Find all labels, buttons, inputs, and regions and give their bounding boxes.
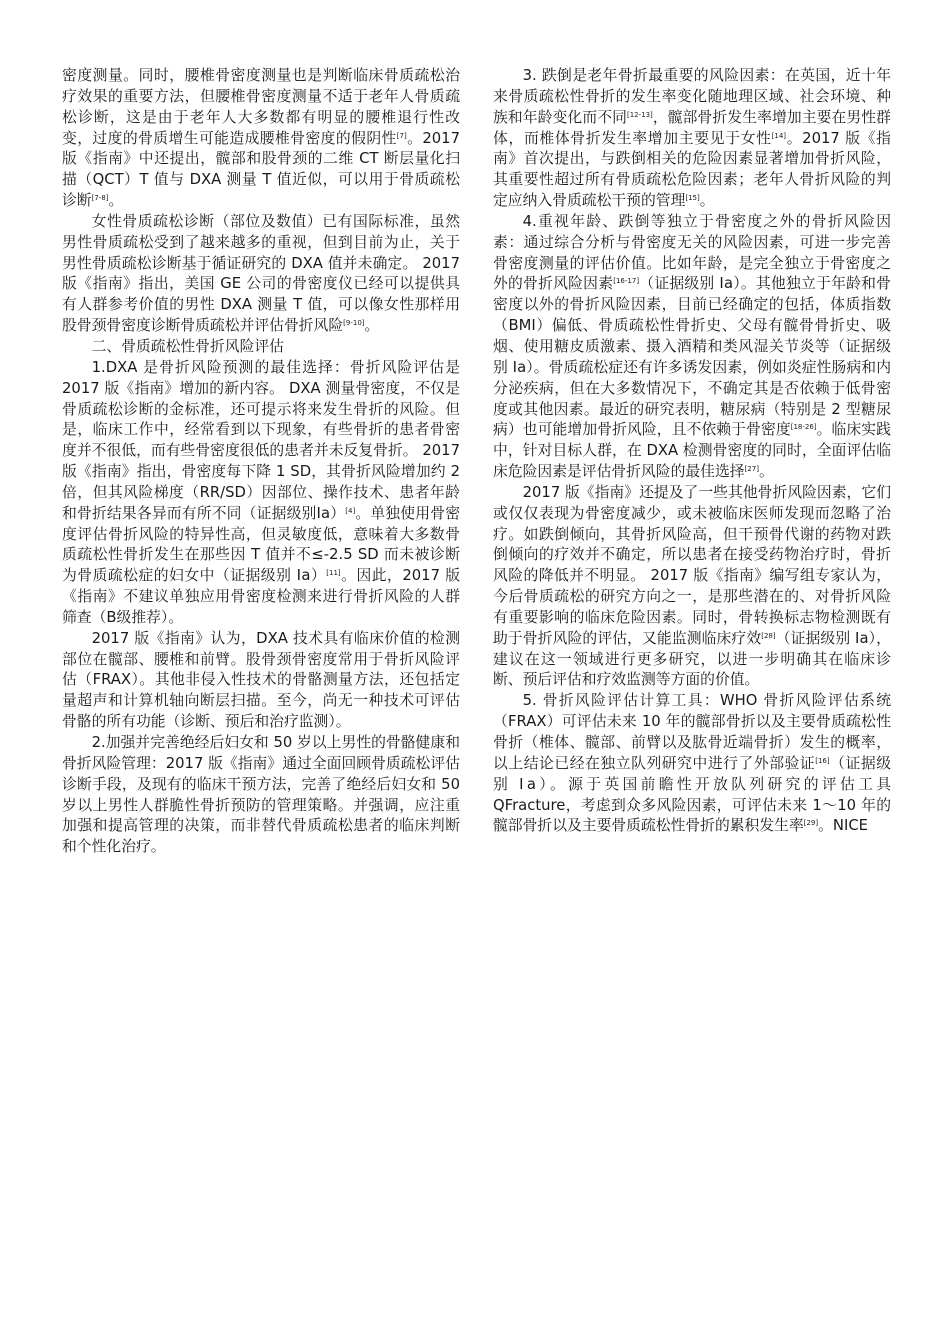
text-run: 2017 版《指南》认为，DXA 技术具有临床价值的检测部位在髋部、腰椎和前臂。股骨颈骨密度常用于骨折风险评估（FRAX）。其他非侵入性技术的骨骼测量方法，还包括定量超声和计算机轴向断层扫描。至今，尚无一种技术可评估骨骼的所有功能（诊断、预后和治疗监测）。: [62, 629, 460, 731]
text-run: 。因此，2017 版《指南》不建议单独应用骨密度检测来进行骨折风险的人群筛查（B级推荐）。: [62, 567, 460, 626]
text-run: （证据级别 Ⅰa）。源于英国前瞻性开放队列研究的评估工具 QFracture，考虑到众多风险因素，可评估未来 1～10 年的髋部骨折以及主要骨质疏松性骨折的累积发生率: [493, 754, 891, 835]
text-run: 4.重视年龄、跌倒等独立于骨密度之外的骨折风险因素：通过综合分析与骨密度无关的风险因素，可进一步完善骨密度测量的评估价值。比如年龄，是完全独立于骨密度之外的骨折风险因素: [493, 212, 891, 293]
section-heading: [62, 337, 460, 358]
text-run: 。2017 版《指南》中还提出，髋部和股骨颈的二维 CT 断层量化扫描（QCT）T 值与 DXA 测量 T 值近似，可以用于骨质疏松诊断: [62, 129, 460, 210]
text-run: 女性骨质疏松诊断（部位及数值）已有国际标准，虽然男性骨质疏松受到了越来越多的重视，但到目前为止，关于男性骨质疏松诊断基于循证研究的 DXA 值并未确定。 2017 版《指南》指出，美国 GE 公司的骨密度仪已经可以提供具有人群参考价值的男性 DXA 测量 T 值，可以像女性那样用股骨颈骨密度诊断骨质疏松并评估骨折风险: [62, 212, 460, 335]
citation-ref: [15]: [685, 194, 700, 203]
text-run: 。单独使用骨密度评估骨折风险的特异性高，但灵敏度低，意味着大多数骨质疏松性骨折发生在那些因 T 值并不≤-2.5 SD 而未被诊断为骨质疏松症的妇女中（证据级别 Ⅰa）: [62, 504, 460, 585]
citation-ref: [29]: [803, 819, 819, 828]
paragraph: [62, 358, 460, 629]
citation-ref: [11]: [326, 569, 341, 578]
text-run: 3. 跌倒是老年骨折最重要的风险因素：在英国，近十年来骨质疏松性骨折的发生率变化随地理区域、社会环境、种族和年龄变化而不同: [493, 67, 891, 126]
citation-ref: [7-8]: [91, 194, 109, 203]
paragraph: [493, 691, 891, 837]
paragraph: [62, 629, 460, 733]
paragraph: [62, 66, 460, 212]
citation-ref: [28]: [761, 631, 776, 640]
citation-ref: [7]: [396, 131, 407, 140]
text-run: 。: [699, 192, 715, 210]
citation-ref: [16-17]: [613, 277, 640, 286]
text-run: 。2017 版《指南》首次提出，与跌倒相关的危险因素显著增加骨折风险，其重要性超过所有骨质疏松危险因素；老年人骨折风险的判定应纳入骨质疏松干预的管理: [493, 129, 891, 210]
citation-ref: [18-26]: [790, 423, 817, 432]
citation-ref: [16]: [815, 756, 830, 765]
text-run: ，髋部骨折发生率增加主要在男性群体，而椎体骨折发生率增加主要见于女性: [493, 108, 891, 147]
text-run: 密度测量。同时，腰椎骨密度测量也是判断临床骨质疏松治疗效果的重要方法，但腰椎骨密度测量不适于老年人骨质疏松诊断，这是由于老年人大多数都有明显的腰椎退行性改变，过度的骨质增生可能造成腰椎骨密度的假阴性: [62, 67, 460, 147]
text-run: 2017 版《指南》还提及了一些其他骨折风险因素，它们或仅仅表现为骨密度减少，或未被临床医师发现而忽略了治疗。如跌倒倾向，其骨折风险高，但干预骨代谢的药物对跌倒倾向的疗效并不确定，所以患者在接受药物治疗时，骨折风险的降低并不明显。 2017 版《指南》编写组专家认为，今后骨质疏松的研究方向之一，是那些潜在的、对骨折风险有重要影响的临床危险因素。同时，骨转换标志物检测既有助于骨折风险的评估，又能监测临床疗效: [493, 483, 891, 647]
text-run: 5. 骨折风险评估计算工具：WHO 骨折风险评估系统（FRAX）可评估未来 10 年的髋部骨折以及主要骨质疏松性骨折（椎体、髋部、前臂以及肱骨近端骨折）发生的概率，以上结论已经在独立队列研究中进行了外部验证: [493, 692, 891, 772]
text-run: 二、骨质疏松性骨折风险评估: [91, 337, 284, 355]
text-run: （证据级别 Ⅰa），建议在这一领域进行更多研究，以进一步明确其在临床诊断、预后评估和疗效监测等方面的价值。: [493, 629, 891, 689]
text-run: 。NICE: [818, 817, 869, 835]
citation-ref: [9-10]: [343, 319, 365, 328]
paragraph: [493, 483, 891, 691]
paragraph: [493, 212, 891, 483]
text-run: 。: [758, 463, 774, 481]
citation-ref: [27]: [744, 465, 759, 474]
citation-ref: [12-13]: [626, 110, 653, 119]
citation-ref: [14]: [771, 131, 787, 140]
paragraph: [493, 66, 891, 212]
left-column: [62, 66, 460, 858]
text-run: 1.DXA 是骨折风险预测的最佳选择：骨折风险评估是 2017 版《指南》增加的新内容。 DXA 测量骨密度，不仅是骨质疏松诊断的金标准，还可提示将来发生骨折的风险。但是，临床工作中，经常看到以下现象，有些骨折的患者骨密度并不很低，而有些骨密度很低的患者并未反复骨折。 2017 版《指南》指出，骨密度每下降 1 SD，其骨折风险增加约 2 倍，但其风险梯度（RR/SD）因部位、操作技术、患者年龄和骨折结果各异而有所不同（证据级别Ⅰa）: [62, 358, 460, 522]
paragraph: [62, 733, 460, 858]
text-run: 2.加强并完善绝经后妇女和 50 岁以上男性的骨骼健康和骨折风险管理：2017 版《指南》通过全面回顾骨质疏松评估诊断手段，及现有的临床干预方法，完善了绝经后妇女和 50 岁以上男性人群脆性骨折预防的管理策略。并强调，应注重加强和提高管理的决策，而非替代骨质疏松患者的临床判断和个性化治疗。: [62, 734, 460, 856]
citation-ref: [4]: [345, 506, 356, 515]
text-run: （证据级别 Ⅰa）。其他独立于年龄和骨密度以外的骨折风险因素，目前已经确定的包括，体质指数（BMI）偏低、骨质疏松性骨折史、父母有髋骨骨折史、吸烟、使用糖皮质激素、摄入酒精和类风湿关节炎等（证据级别 Ⅰa）。骨质疏松症还有许多诱发因素，例如炎症性肠病和内分泌疾病，但在大多数情况下，不确定其是否依赖于低骨密度或其他因素。最近的研究表明，糖尿病（特别是 2 型糖尿病）也可能增加骨折风险，且不依赖于骨密度: [493, 275, 891, 439]
text-run: 。临床实践中，针对目标人群，在 DXA 检测骨密度的同时，全面评估临床危险因素是评估骨折风险的最佳选择: [493, 421, 891, 481]
text-run: 。: [108, 192, 124, 210]
text-run: 。: [364, 317, 380, 335]
paragraph: [62, 212, 460, 337]
right-column: [493, 66, 891, 837]
